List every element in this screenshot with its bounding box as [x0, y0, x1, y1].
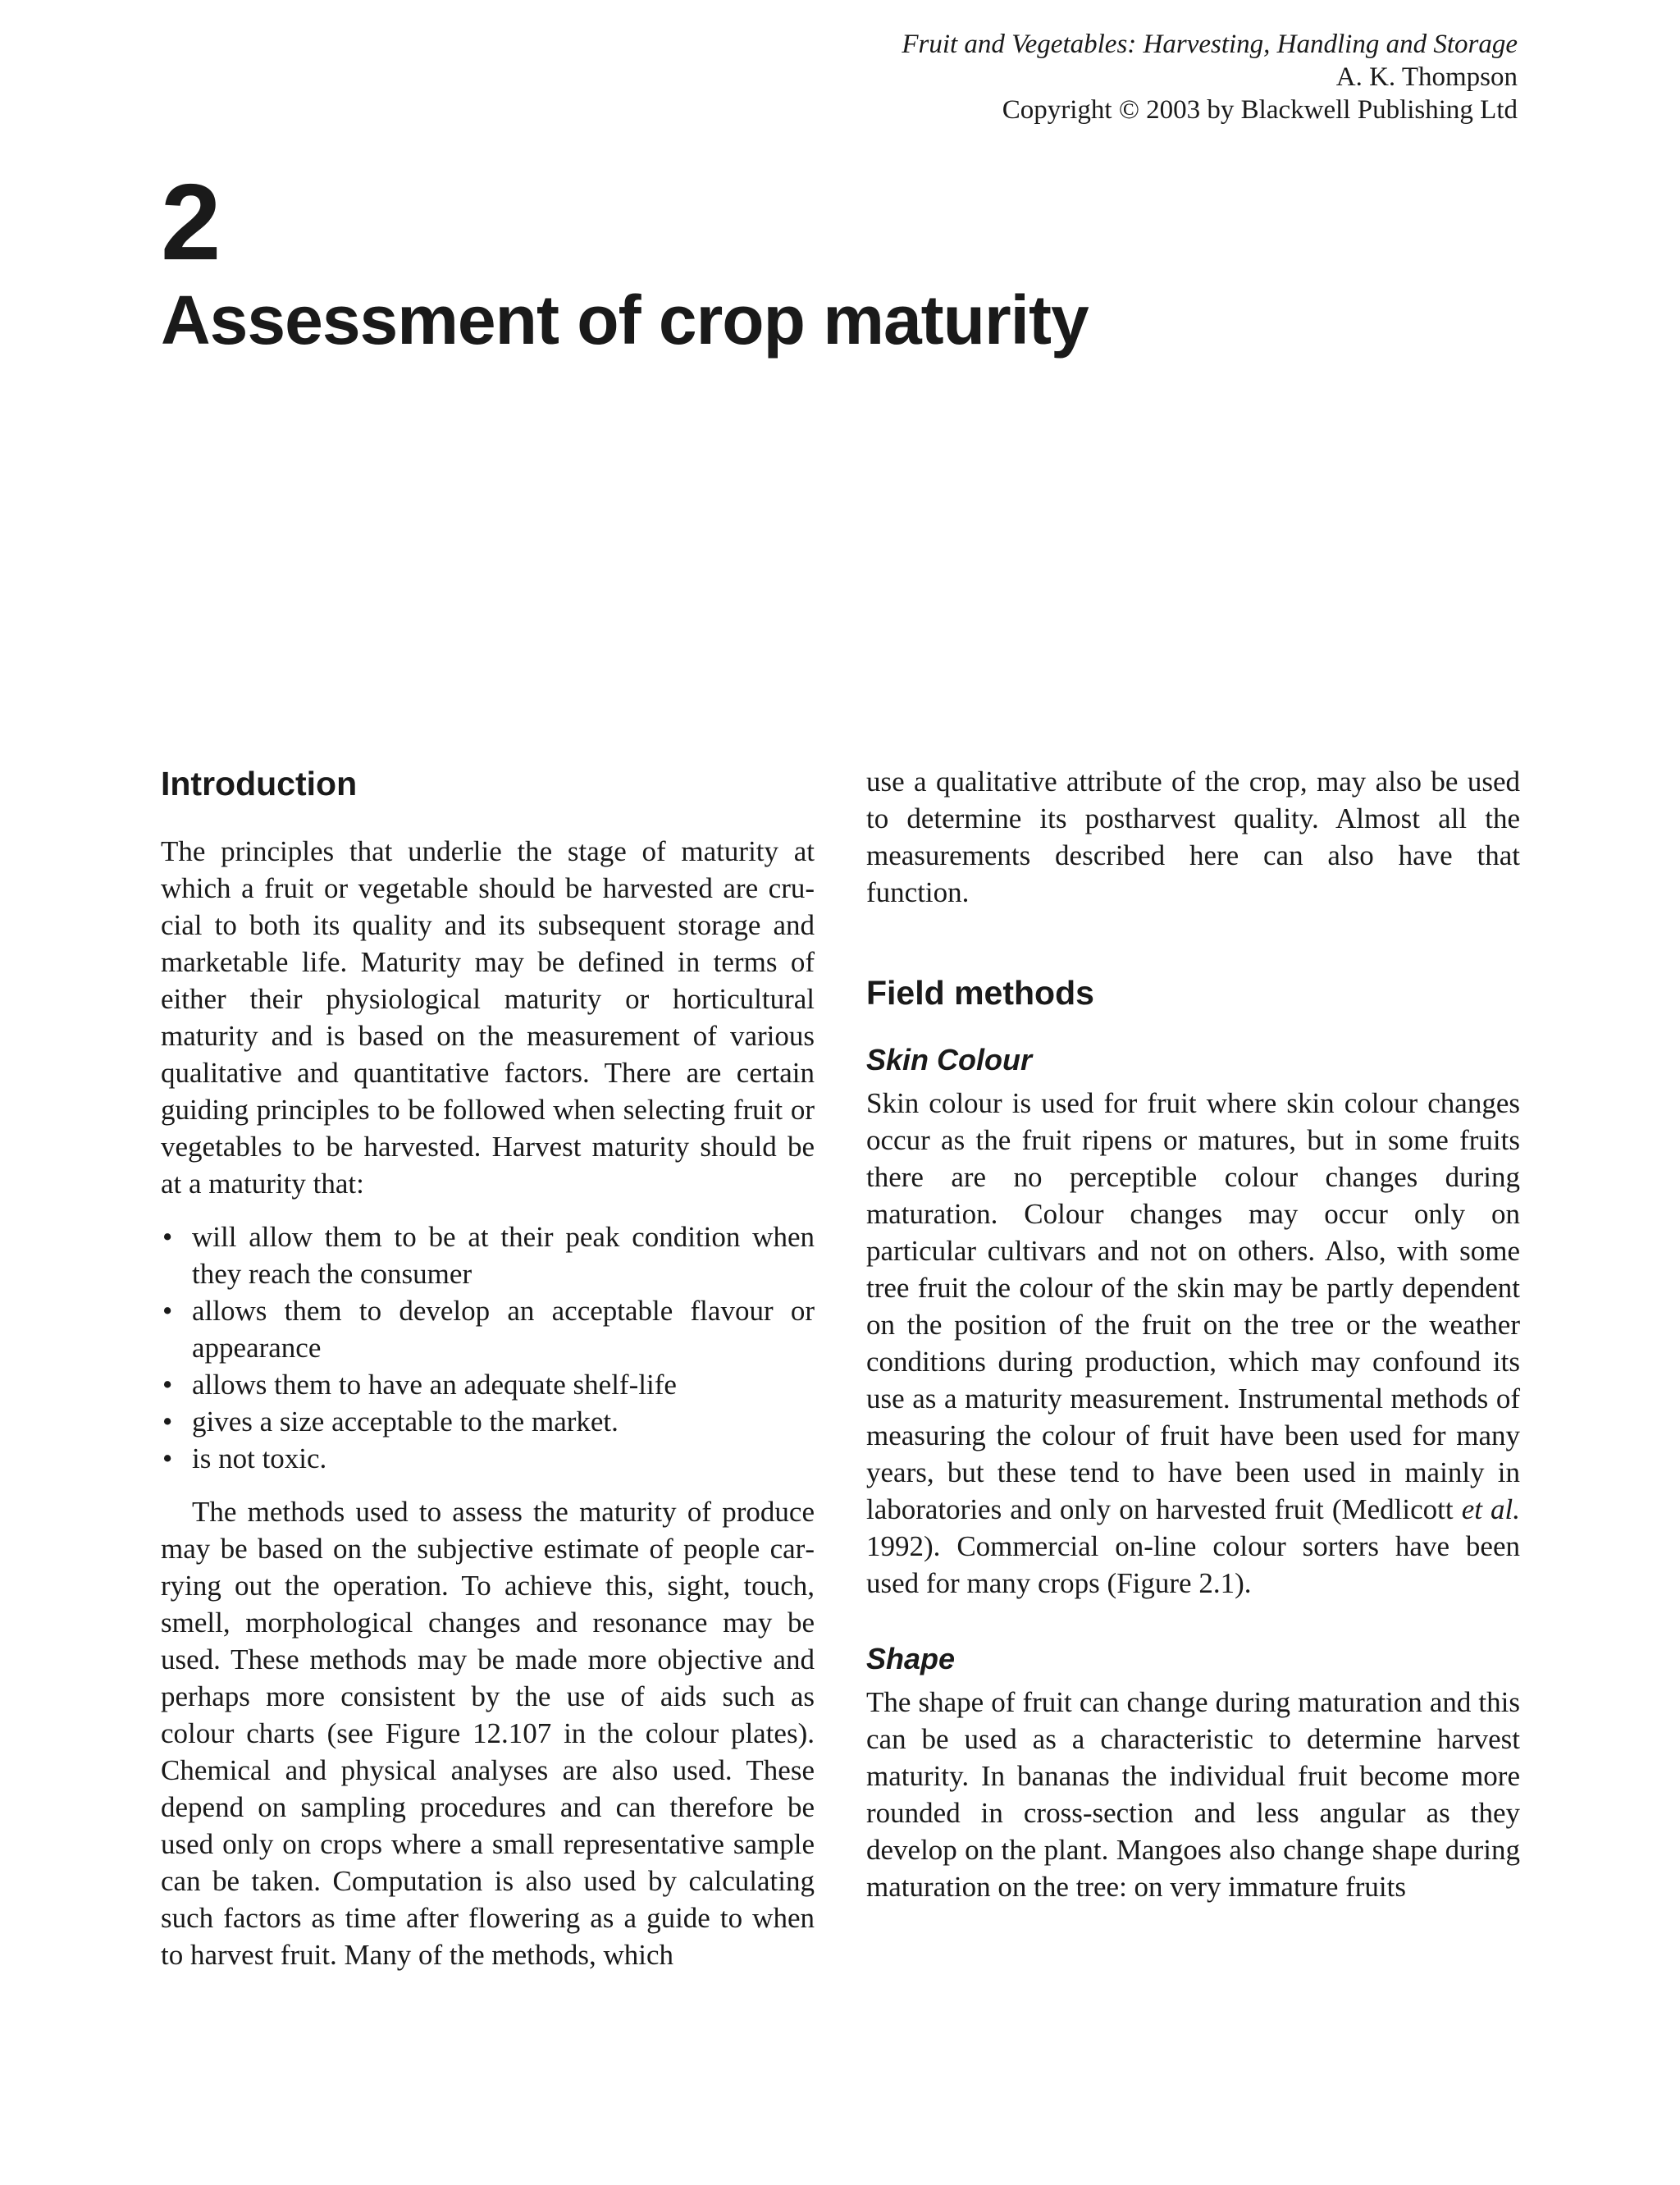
list-item-text: will allow them to be at their peak condition when they reach the consumer [192, 1221, 815, 1290]
skin-colour-text: Skin colour is used for fruit where skin colour changes occur as the fruit ripens or matures, but in some fruits there are no perceptible colour changes during maturation. Colour changes may occur only on particular cultivars and not on others. Also, with some tree fruit the colour of the skin may be partly dependent on the position of the fruit on the tree or the weather conditions during production, which may confound its use as a maturity measurement. Instrumental methods of measuring the colour of fruit have been used for many years, but these tend to have been used in mainly in laboratories and only on harvested fruit (Medlicott [866, 1087, 1520, 1525]
skin-colour-text-end: 1992). Commercial on-line colour sorters have been used for many crops (Figure 2.1). [866, 1530, 1520, 1599]
author-name: A. K. Thompson [1335, 62, 1518, 92]
skin-colour-paragraph [866, 1085, 1520, 1602]
introduction-heading: Introduction [161, 765, 358, 802]
list-item [161, 1366, 815, 1403]
introduction-paragraph-2-continued: use a qualitative attribute of the crop, may also be used to determine its postharvest quality. Almost all the measurements described here can also have that function. [866, 766, 1520, 908]
list-item [161, 1218, 815, 1292]
list-item [161, 1440, 815, 1477]
shape-paragraph: The shape of fruit can change during maturation and this can be used as a characteristic to determine harvest maturity. In bananas the individual fruit become more rounded in cross-section and less angular as they develop on the plant. Mangoes also change shape during maturation on the tree: on very immature fruits [866, 1686, 1520, 1903]
left-column [161, 763, 815, 1973]
list-item-text: is not toxic. [192, 1442, 327, 1474]
running-header [902, 28, 1518, 126]
maturity-criteria-list [161, 1218, 815, 1477]
list-item [161, 1403, 815, 1440]
bullet-icon: • [162, 1406, 173, 1438]
shape-heading: Shape [866, 1642, 956, 1675]
book-title: Fruit and Vegetables: Harvesting, Handling and Storage [902, 30, 1518, 59]
chapter-title: Assessment of crop maturity [161, 281, 1089, 359]
copyright-notice: Copyright © 2003 by Blackwell Publishing Ltd [1002, 95, 1518, 125]
bullet-icon: • [162, 1442, 173, 1474]
skin-colour-heading: Skin Colour [866, 1043, 1033, 1077]
list-item-text: allows them to develop an acceptable flavour or appearance [192, 1295, 815, 1364]
list-item-text: allows them to have an adequate shelf-life [192, 1369, 677, 1401]
field-methods-heading: Field methods [866, 974, 1094, 1012]
list-item-text: gives a size acceptable to the market. [192, 1406, 619, 1438]
chapter-number: 2 [161, 162, 221, 282]
bullet-icon: • [162, 1295, 173, 1327]
bullet-icon: • [162, 1369, 173, 1401]
introduction-paragraph-1: The principles that underlie the stage of maturity at which a fruit or vegetable should be harvested are crucial to both its quality and its subsequent storage and marketable life. Maturity may be defined in terms of either their physiological maturity or horticultural maturity and is based on the measurement of various qualitative and quantitative factors. There are certain guiding principles to be followed when selecting fruit or vegetables to be harvested. Harvest maturity should be at a maturity that: [161, 835, 815, 1200]
bullet-icon: • [162, 1221, 173, 1253]
introduction-paragraph-2: The methods used to assess the maturity of produce may be based on the subjective estimate of people carrying out the operation. To achieve this, sight, touch, smell, morphological changes and resonance may be used. These methods may be made more objective and perhaps more consistent by the use of aids such as colour charts (see Figure 12.107 in the colour plates). Chemical and physical analyses are also used. These depend on sampling procedures and can therefore be used only on crops where a small representative sample can be taken. Computation is also used by calculating such factors as time after flowering as a guide to when to harvest fruit. Many of the methods, which [161, 1496, 815, 1971]
list-item [161, 1292, 815, 1366]
right-column [866, 763, 1520, 1905]
citation-et-al: et al. [1461, 1493, 1521, 1525]
